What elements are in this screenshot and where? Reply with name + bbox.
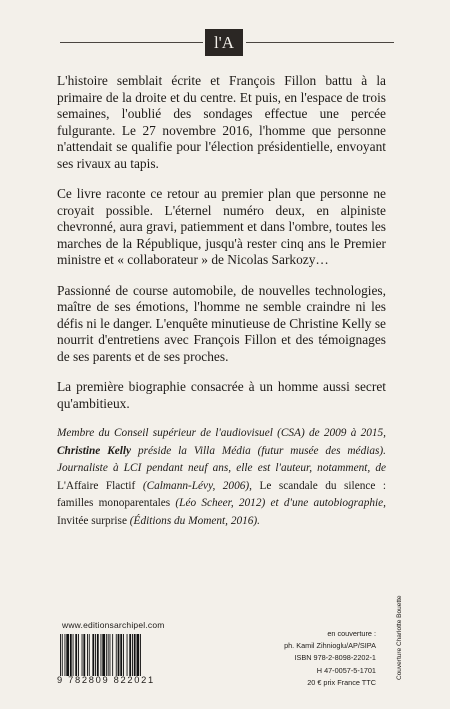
header-rule-left bbox=[60, 42, 203, 43]
bio-text-4: (Léo Scheer, 2012) et d'une autobiographie, bbox=[170, 497, 386, 510]
book-title-1: L'Affaire Flactif bbox=[57, 479, 136, 492]
author-name: Christine Kelly bbox=[57, 444, 132, 457]
publisher-logo: l'A bbox=[205, 29, 243, 56]
bio-text-3: (Calmann-Lévy, 2006), bbox=[135, 479, 252, 492]
blurb bbox=[57, 73, 386, 426]
cover-designer-credit: Couverture Charlotte Bouette bbox=[396, 595, 403, 680]
barcode-digits: 9 782809 822021 bbox=[57, 675, 155, 685]
blurb-paragraph-1: L'histoire semblait écrite et François Fillon battu à la primaire de la droite et du centre. Et puis, en l'espace de trois semaines, l'oublié des sondages effectue une percée fulgurante. Le 27 novembre 2016, l'homme que personne n'attendait se qualifie pour l'élection présidentielle, envoyant ses rivaux au tapis. bbox=[57, 73, 386, 171]
book-title-2: Le scandale du silence : familles monoparentales bbox=[57, 479, 387, 510]
blurb-paragraph-4: La première biographie consacrée à un homme aussi secret qu'ambitieux. bbox=[57, 379, 386, 411]
bio-text-1: Membre du Conseil supérieur de l'audiovisuel (CSA) de 2009 à 2015, bbox=[57, 427, 386, 439]
credit-line-2: ph. Kamil Zihnioglu/AP/SIPA bbox=[284, 641, 376, 651]
author-bio bbox=[57, 425, 386, 531]
credit-line-3: ISBN 978-2-8098-2202-1 bbox=[294, 653, 376, 663]
credit-line-1: en couverture : bbox=[327, 629, 376, 638]
bio-text-5: (Éditions du Moment, 2016). bbox=[126, 514, 261, 527]
credit-line-5: 20 € prix France TTC bbox=[307, 677, 376, 687]
barcode bbox=[60, 634, 168, 676]
credit-line-4: H 47-0057-5-1701 bbox=[316, 665, 376, 675]
book-title-3: Invitée surprise bbox=[57, 514, 127, 527]
cover-credits bbox=[284, 628, 376, 689]
publisher-website: www.editionsarchipel.com bbox=[62, 620, 165, 630]
blurb-paragraph-3: Passionné de course automobile, de nouvelles technologies, maître de ses émotions, l'homme ne semble craindre ni les défis ni le danger. L'enquête minutieuse de Christine Kelly se nourrit d'entretiens avec François Fillon et des témoignages de ses parents et de ses proches. bbox=[57, 282, 386, 364]
header-rule-right bbox=[246, 42, 394, 43]
bio-text-2: préside la Villa Média (futur musée des médias). Journaliste à LCI pendant neuf ans, elle est l'auteur, notamment, de bbox=[57, 444, 386, 475]
blurb-paragraph-2: Ce livre raconte ce retour au premier plan que personne ne croyait possible. L'éternel numéro deux, en alpiniste chevronné, aura gravi, patiemment et dans l'ombre, toutes les marches de la République, jusqu'à rester cinq ans le Premier ministre et « collaborateur » de Nicolas Sarkozy… bbox=[57, 186, 386, 267]
